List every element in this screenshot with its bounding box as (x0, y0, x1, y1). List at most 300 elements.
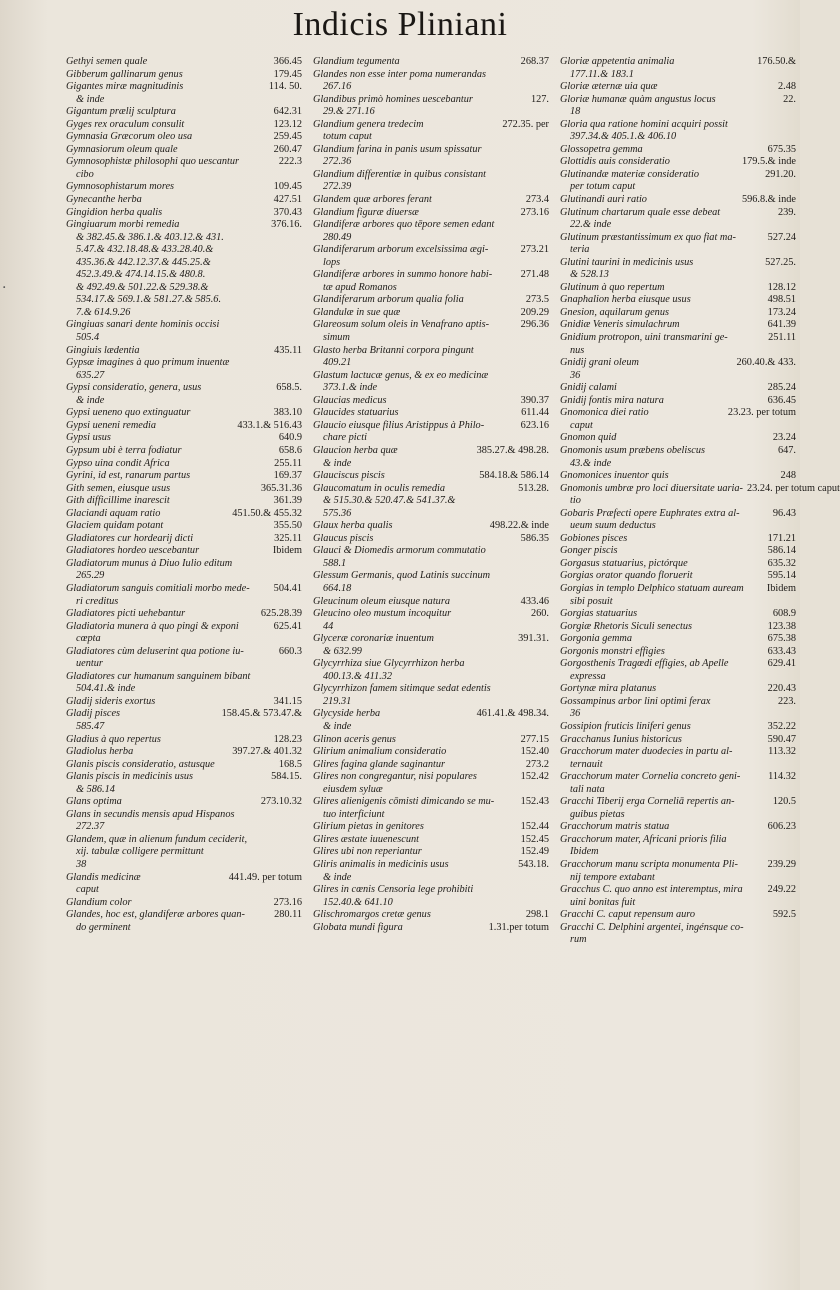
entry-continuation: tali nata (570, 783, 605, 795)
index-entry (313, 407, 549, 420)
entry-continuation: caput (570, 419, 593, 431)
entry-continuation: simum (323, 332, 350, 344)
entry-term: Gnidij fontis mira natura (560, 394, 664, 406)
entry-term: Gypsi usus (66, 432, 111, 444)
index-entry (66, 533, 302, 546)
index-entry (560, 834, 796, 859)
index-entry (313, 533, 549, 546)
index-entry (313, 821, 549, 834)
entry-term: Gypsi ueneni remedia (66, 419, 156, 431)
entry-continuation: xij. tabulæ colligere permittunt (76, 846, 204, 858)
entry-term: Gingiuas sanari dente hominis occisi (66, 319, 220, 331)
entry-term: Glans in secundis mensis apud Hispanos (66, 808, 235, 820)
entry-term: Gymnosophistarum mores (66, 181, 175, 193)
index-entry (313, 683, 549, 708)
entry-page-ref: 366.45 (273, 56, 302, 67)
index-entry (66, 181, 302, 194)
entry-page-ref: 1.31.per totum (488, 921, 549, 933)
entry-term: Glutinum à quo repertum (560, 281, 665, 293)
entry-term: Gorgiæ Rhetoris Siculi senectus (560, 620, 693, 632)
index-entry (313, 922, 549, 935)
entry-term: Gladiatoria munera à quo pingi & exponi (66, 620, 239, 632)
index-entry (313, 608, 549, 633)
entry-page-ref: 385.27.& 498.28. (476, 444, 549, 456)
entry-page-ref: 128.12 (767, 281, 796, 293)
entry-page-ref: 433.1.& 516.43 (237, 419, 302, 431)
entry-page-ref: 152.49 (520, 846, 549, 858)
entry-continuation: & 632.99 (323, 645, 362, 657)
entry-term: Glauciscus piscis (313, 470, 385, 482)
entry-page-ref: Ibidem (766, 582, 796, 594)
entry-term: Glandium differentiæ in quibus consistant (313, 168, 486, 180)
index-entry (66, 420, 302, 433)
entry-term: Gracchi Tiberij erga Corneliā repertis an- (560, 796, 735, 808)
index-entry (560, 608, 796, 621)
index-entry (560, 257, 796, 282)
index-entry (66, 495, 302, 508)
entry-page-ref: 596.8.& inde (741, 194, 796, 206)
index-entry (560, 621, 796, 634)
entry-term: Gladiatores cùm deluserint qua potione iu- (66, 645, 244, 657)
entry-continuation: 575.36 (323, 507, 352, 519)
entry-page-ref: 635.32 (767, 557, 796, 569)
entry-continuation: lops (323, 256, 341, 268)
entry-term: Glauci & Diomedis armorum commutatio (313, 545, 486, 557)
entry-term: Glandium tegumenta (313, 56, 400, 67)
entry-term: Gloriæ æternæ uia quæ (560, 81, 658, 93)
index-entry (313, 420, 549, 445)
index-entry (66, 696, 302, 709)
entry-page-ref: 268.37 (520, 56, 549, 67)
entry-continuation: 265.29 (76, 570, 105, 582)
index-entry (560, 683, 796, 696)
entry-page-ref: 285.24 (767, 382, 796, 394)
entry-term: Gorgonis monstri effigies (560, 645, 665, 657)
index-entry (560, 232, 796, 257)
entry-page-ref: 152.45 (520, 833, 549, 845)
index-entry (313, 294, 549, 307)
entry-page-ref: 114. 50. (268, 81, 302, 93)
entry-continuation: 36 (570, 708, 581, 720)
entry-term: Gyges rex oraculum consulit (66, 118, 185, 130)
index-entry (313, 244, 549, 269)
entry-term: Glires in cœnis Censoria lege prohibiti (313, 884, 474, 896)
index-entry (560, 821, 796, 834)
entry-term: Gleucino oleo mustum incoquitur (313, 608, 452, 620)
entry-page-ref: 176.50.& (757, 56, 796, 67)
entry-term: Gingiuarum morbi remedia (66, 219, 180, 231)
entry-page-ref: 22. (783, 93, 796, 105)
entry-term: Glutinandæ materiæ consideratio (560, 168, 700, 180)
entry-continuation: 267.16 (323, 81, 352, 93)
entry-continuation: 585.47 (76, 720, 105, 732)
entry-page-ref: 641.39 (767, 319, 796, 331)
entry-page-ref: 259.45 (273, 131, 302, 143)
entry-continuation: 272.39 (323, 181, 352, 193)
entry-term: Glans optima (66, 796, 122, 808)
index-entry (560, 319, 796, 332)
entry-term: Gnidium protropon, uini transmarini ge- (560, 332, 728, 344)
entry-continuation: 373.1.& inde (323, 382, 378, 394)
entry-page-ref: 152.40 (520, 746, 549, 758)
index-entry (560, 721, 796, 734)
entry-term: Gnidij calami (560, 382, 617, 394)
entry-continuation: 664.18 (323, 582, 352, 594)
entry-term: Gleucinum oleum eiusque natura (313, 595, 450, 607)
entry-page-ref: 23.24 (772, 432, 796, 444)
entry-term: Gnomonis usum præbens obeliscus (560, 444, 706, 456)
entry-term: Glastum lactucæ genus, & ex eo medicinæ (313, 369, 489, 381)
entry-continuation: cibo (76, 168, 94, 180)
entry-page-ref: 341.15 (273, 695, 302, 707)
entry-term: Glaucion herba quæ (313, 444, 398, 456)
entry-term: Gibberum gallinarum genus (66, 68, 183, 80)
entry-term: Glaciandi aquam ratio (66, 507, 161, 519)
entry-term: Gortynæ mira platanus (560, 683, 657, 695)
entry-continuation: & inde (323, 720, 352, 732)
entry-page-ref: 123.12 (273, 118, 302, 130)
index-entry (66, 520, 302, 533)
index-entry (560, 658, 796, 683)
entry-term: Gypsæ imagines à quo primum inuentæ (66, 357, 230, 369)
entry-term: Glandis medicinæ (66, 871, 141, 883)
margin-mark: · (2, 280, 7, 296)
index-entry (313, 859, 549, 884)
entry-continuation: caput (76, 884, 99, 896)
entry-term: Glinon aceris genus (313, 733, 396, 745)
entry-term: Glessum Germanis, quod Latinis succinum (313, 570, 491, 582)
entry-continuation: tio (570, 495, 581, 507)
index-entry (313, 545, 549, 570)
index-entry (560, 156, 796, 169)
entry-term: Glires non congregantur, nisi populares (313, 771, 477, 783)
index-entry (66, 771, 302, 796)
entry-page-ref: 498.22.& inde (489, 520, 549, 532)
index-entry (560, 746, 796, 771)
entry-page-ref: 23.24. per totum caput (746, 482, 840, 494)
entry-page-ref: 376.16. (271, 219, 302, 231)
entry-term: Gliris animalis in medicinis usus (313, 859, 449, 870)
entry-continuation: 635.27 (76, 369, 105, 381)
entry-term: Gnidiæ Veneris simulachrum (560, 319, 680, 331)
entry-page-ref: 169.37 (273, 470, 302, 482)
entry-page-ref: 251.11 (768, 332, 796, 344)
entry-page-ref: 608.9 (772, 608, 796, 620)
index-entry (560, 508, 796, 533)
index-entry (560, 432, 796, 445)
entry-continuation: 452.3.49.& 474.14.15.& 480.8. (76, 269, 206, 281)
index-entry (66, 909, 302, 934)
entry-page-ref: 298.1 (525, 909, 549, 921)
index-entry (66, 357, 302, 382)
entry-term: Glandes, hoc est, glandiferæ arbores quan- (66, 909, 245, 921)
entry-continuation: tuo interficiunt (323, 808, 385, 820)
entry-page-ref: 280.11 (274, 909, 302, 921)
entry-term: Gonger piscis (560, 545, 618, 557)
entry-continuation: eiusdem syluæ (323, 783, 383, 795)
entry-page-ref: 660.3 (278, 645, 302, 657)
entry-page-ref: 168.5 (278, 758, 302, 770)
entry-term: Glyceræ coronariæ inuentum (313, 633, 434, 645)
entry-continuation: 7.& 614.9.26 (76, 306, 131, 318)
entry-page-ref: 113.32 (768, 746, 796, 758)
entry-term: Glycyrrhiza siue Glycyrrhizon herba (313, 658, 465, 670)
entry-page-ref: 260.47 (273, 143, 302, 155)
entry-term: Gypsum ubi è terra fodiatur (66, 444, 182, 456)
entry-page-ref: 365.31.36 (260, 482, 302, 494)
index-entry (560, 796, 796, 821)
index-entry (66, 131, 302, 144)
entry-page-ref: 586.35 (520, 532, 549, 544)
entry-page-ref: 273.16 (273, 896, 302, 908)
entry-term: Gnaphalion herba eiusque usus (560, 294, 691, 306)
entry-term: Glaucides statuarius (313, 407, 399, 419)
entry-continuation: ueum suum deductus (570, 520, 656, 532)
entry-page-ref: 260. (530, 608, 549, 620)
index-entry (313, 483, 549, 521)
entry-continuation: 400.13.& 411.32 (323, 670, 393, 682)
index-entry (560, 922, 796, 947)
index-entry (66, 483, 302, 496)
entry-page-ref: 675.35 (767, 143, 796, 155)
index-entry (560, 859, 796, 884)
entry-term: Gingidion herba qualis (66, 206, 163, 218)
entry-continuation: & 515.30.& 520.47.& 541.37.& (323, 495, 456, 507)
entry-continuation: 152.40.& 641.10 (323, 896, 393, 908)
entry-term: Gladiatores cur hordearij dicti (66, 532, 194, 544)
index-entry (560, 696, 796, 721)
entry-term: Gracchorum mater duodecies in partu al- (560, 746, 733, 758)
entry-continuation: 38 (76, 859, 87, 870)
entry-term: Gorgonia gemma (560, 633, 632, 645)
entry-term: Gorgias in templo Delphico statuam auream (560, 582, 744, 594)
entry-term: Glandes non esse inter poma numerandas (313, 68, 487, 80)
entry-term: Glottidis auis consideratio (560, 156, 670, 168)
entry-term: Glycyrrhizon famem sitimque sedat edentis (313, 683, 491, 695)
entry-page-ref: 355.50 (273, 520, 302, 532)
entry-term: Gigantum prælij sculptura (66, 106, 176, 118)
entry-term: Gnidij grani oleum (560, 357, 639, 369)
entry-continuation: 177.11.& 183.1 (570, 68, 634, 80)
index-entry (313, 169, 549, 194)
index-entry (66, 834, 302, 872)
entry-page-ref: 255.11 (274, 457, 302, 469)
entry-term: Glaucomatum in oculis remedia (313, 482, 446, 494)
entry-page-ref: 606.23 (767, 821, 796, 833)
index-entry (66, 445, 302, 458)
entry-term: Gnomonices inuentor quis (560, 470, 669, 482)
entry-page-ref: 273.21 (520, 244, 549, 256)
index-column-2 (313, 56, 549, 934)
entry-page-ref: 633.43 (767, 645, 796, 657)
entry-term: Gethyi semen quale (66, 56, 148, 67)
index-entry (66, 621, 302, 646)
index-entry (66, 119, 302, 132)
entry-continuation: tæ apud Romanos (323, 281, 397, 293)
entry-page-ref: 179.5.& inde (741, 156, 796, 168)
entry-term: Gnomon quid (560, 432, 617, 444)
entry-page-ref: 658.6 (278, 444, 302, 456)
entry-term: Gobiones pisces (560, 532, 628, 544)
index-entry (66, 106, 302, 119)
index-entry (313, 570, 549, 595)
entry-page-ref: 383.10 (273, 407, 302, 419)
index-entry (560, 407, 796, 432)
entry-continuation: per totum caput (570, 181, 636, 193)
index-entry (66, 545, 302, 558)
entry-page-ref: 123.38 (767, 620, 796, 632)
index-entry (66, 407, 302, 420)
entry-page-ref: 625.41 (273, 620, 302, 632)
index-entry (66, 156, 302, 181)
entry-continuation: 36 (570, 369, 581, 381)
entry-term: Glasto herba Britanni corpora pingunt (313, 344, 474, 356)
entry-page-ref: 152.42 (520, 771, 549, 783)
index-entry (66, 897, 302, 910)
index-entry (560, 558, 796, 571)
entry-continuation: 505.4 (76, 332, 100, 344)
entry-continuation: ri creditus (76, 595, 119, 607)
entry-term: Gymnasiorum oleum quale (66, 143, 178, 155)
entry-continuation: 18 (570, 106, 581, 118)
entry-term: Gymnosophistæ philosophi quo uescantur (66, 156, 240, 168)
entry-continuation: uini bonitas fuit (570, 896, 636, 908)
entry-page-ref: 239. (777, 206, 796, 218)
entry-page-ref: 128.23 (273, 733, 302, 745)
entry-continuation: 29.& 271.16 (323, 106, 375, 118)
index-entry (313, 345, 549, 370)
index-entry (313, 307, 549, 320)
index-entry (66, 69, 302, 82)
entry-page-ref: 273.16 (520, 206, 549, 218)
index-entry (313, 796, 549, 821)
entry-continuation: expressa (570, 670, 606, 682)
entry-term: Glandulæ in sue quæ (313, 306, 401, 318)
entry-term: Glandium farina in panis usum spissatur (313, 143, 482, 155)
index-entry (560, 570, 796, 583)
entry-term: Gladij sideris exortus (66, 695, 156, 707)
entry-term: Glandiferarum arborum excelsissima ægi- (313, 244, 489, 256)
entry-page-ref: 640.9 (278, 432, 302, 444)
entry-page-ref: 158.45.& 573.47.& (221, 708, 302, 720)
entry-term: Gracchus C. quo anno est interemptus, mira (560, 884, 743, 896)
entry-term: Gorgosthenis Tragœdi effigies, ab Apelle (560, 658, 729, 670)
entry-term: Glanis piscis consideratio, astusque (66, 758, 215, 770)
index-entry (560, 207, 796, 232)
index-entry (560, 734, 796, 747)
index-entry (313, 734, 549, 747)
index-entry (66, 583, 302, 608)
index-entry (313, 658, 549, 683)
index-entry (560, 307, 796, 320)
index-entry (560, 884, 796, 909)
entry-continuation: cœpta (76, 633, 101, 645)
entry-page-ref: 273.2 (525, 758, 549, 770)
entry-page-ref: 427.51 (273, 194, 302, 206)
entry-continuation: 397.34.& 405.1.& 406.10 (570, 131, 677, 143)
index-entry (313, 69, 549, 94)
index-column-1 (66, 56, 302, 934)
entry-page-ref: Ibidem (272, 545, 302, 557)
entry-continuation: & 586.14 (76, 783, 115, 795)
entry-page-ref: 273.5 (525, 294, 549, 306)
index-entry (313, 56, 549, 69)
entry-term: Glaucus piscis (313, 532, 374, 544)
entry-term: Glires æstate iuuenescunt (313, 833, 420, 845)
entry-continuation: 409.21 (323, 357, 352, 369)
entry-continuation: ternauit (570, 758, 603, 770)
index-entry (560, 395, 796, 408)
index-entry (66, 207, 302, 220)
index-entry (66, 458, 302, 471)
entry-term: Gigantes miræ magnitudinis (66, 81, 184, 93)
entry-term: Glutini taurini in medicinis usus (560, 256, 694, 268)
entry-term: Glandibus primò homines uescebantur (313, 93, 473, 105)
index-entry (560, 533, 796, 546)
index-entry (313, 370, 549, 395)
entry-page-ref: 590.47 (767, 733, 796, 745)
index-entry (313, 395, 549, 408)
entry-page-ref: 23.23. per totum (727, 407, 796, 419)
entry-continuation: & 382.45.& 386.1.& 403.12.& 431. (76, 231, 224, 243)
entry-page-ref: 260.40.& 433. (736, 357, 796, 369)
entry-continuation: 588.1 (323, 557, 347, 569)
entry-term: Gracchorum mater, Africani prioris filia (560, 833, 727, 845)
entry-term: Gypso uina condit Africa (66, 457, 170, 469)
index-entry (66, 558, 302, 583)
entry-page-ref: 223. (777, 695, 796, 707)
index-entry (66, 671, 302, 696)
entry-page-ref: 543.18. (518, 859, 549, 870)
entry-term: Gladiatores hordeo uescebantur (66, 545, 200, 557)
index-entry (560, 94, 796, 119)
entry-page-ref: 513.28. (518, 482, 549, 494)
entry-term: Gnomonica diei ratio (560, 407, 649, 419)
index-entry (66, 759, 302, 772)
index-entry (66, 470, 302, 483)
entry-term: Gypsi consideratio, genera, usus (66, 382, 202, 394)
entry-continuation: uentur (76, 658, 103, 670)
entry-continuation: guibus pietas (570, 808, 625, 820)
entry-term: Glires fagina glande saginantur (313, 758, 446, 770)
entry-page-ref: 625.28.39 (260, 608, 302, 620)
index-entry (66, 81, 302, 106)
index-entry (66, 432, 302, 445)
entry-term: Gnesion, aquilarum genus (560, 306, 669, 318)
entry-term: Gladiatorum munus à Diuo Iulio editum (66, 557, 233, 569)
index-entry (560, 56, 796, 81)
index-entry (560, 282, 796, 295)
entry-page-ref: 291.20. (765, 168, 796, 180)
entry-term: Glandem, quæ in alienum fundum ceciderit, (66, 833, 248, 845)
entry-term: Glareosum solum oleis in Venafrano aptis- (313, 319, 490, 331)
index-entry (66, 796, 302, 809)
entry-term: Glandiferæ arbores in summo honore habi- (313, 269, 493, 281)
entry-term: Globata mundi figura (313, 921, 403, 933)
entry-page-ref: 179.45 (273, 68, 302, 80)
entry-page-ref: 584.18.& 586.14 (479, 470, 549, 482)
entry-term: Glirium pietas in genitores (313, 821, 424, 833)
entry-term: Gloria qua ratione homini acquiri possit (560, 118, 728, 130)
entry-term: Gloriæ appetentia animalia (560, 56, 675, 67)
entry-page-ref: 249.22 (767, 884, 796, 896)
entry-page-ref: 152.44 (520, 821, 549, 833)
index-entry (313, 633, 549, 658)
index-entry (66, 646, 302, 671)
index-entry (313, 319, 549, 344)
entry-term: Glossopetra gemma (560, 143, 643, 155)
index-entry (560, 583, 796, 608)
